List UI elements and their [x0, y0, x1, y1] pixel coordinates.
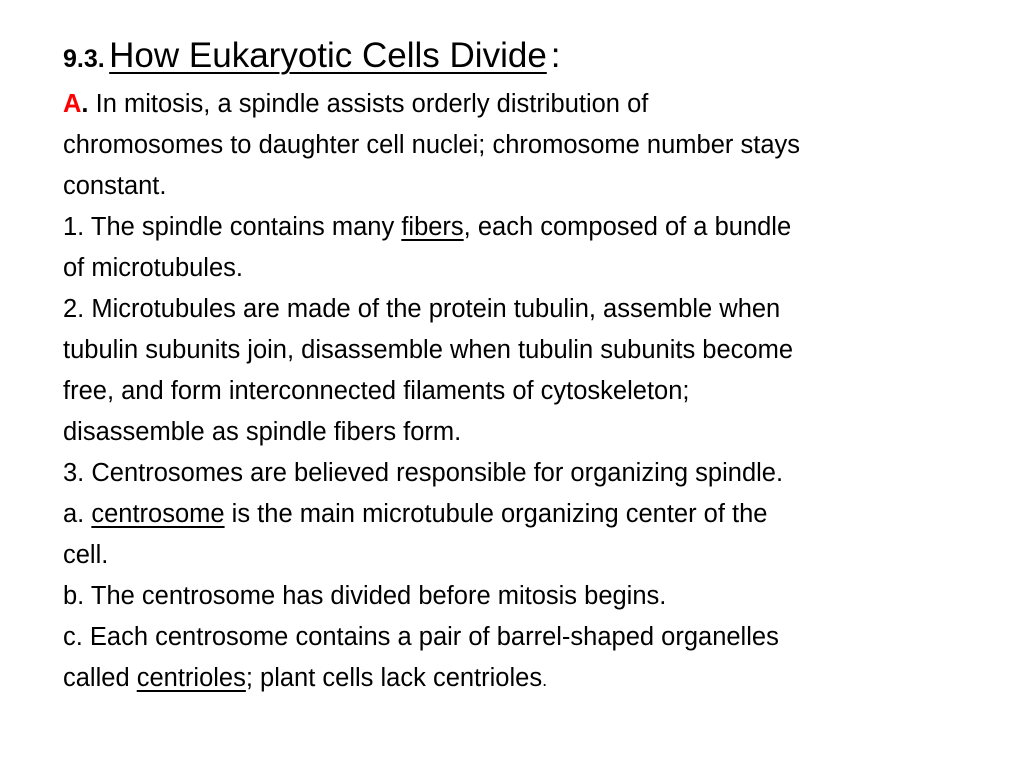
sub-a-prefix: a.	[63, 500, 92, 528]
point-a-line-1	[63, 84, 983, 125]
item-1-after: , each composed of a bundle	[463, 213, 792, 241]
point-a-period: .	[81, 90, 89, 118]
item-2-text-3: free, and form interconnected filaments of cytoskeleton;	[63, 377, 690, 405]
sub-c-period: .	[542, 670, 548, 690]
item-2-text-2: tubulin subunits join, disassemble when tubulin subunits become	[63, 336, 794, 364]
sub-a-text-2: cell.	[63, 541, 109, 569]
point-a-text-3: constant.	[63, 172, 167, 200]
item-1-before: 1. The spindle contains many	[63, 213, 402, 241]
item-2-line-1	[63, 289, 983, 330]
item-2-line-2	[63, 330, 983, 371]
term-centrosome: centrosome	[91, 500, 225, 528]
item-3-text-1: 3. Centrosomes are believed responsible for organizing spindle.	[63, 459, 784, 487]
sub-b-line-1	[63, 576, 983, 617]
point-a-line-3	[63, 166, 983, 207]
term-centrioles: centrioles	[136, 664, 246, 692]
title-colon: :	[550, 36, 561, 75]
point-a-text-1: In mitosis, a spindle assists orderly distribution of	[95, 90, 649, 118]
sub-c-after: ; plant cells lack centrioles	[245, 664, 543, 692]
slide-content	[63, 28, 983, 699]
sub-a-line-1	[63, 494, 983, 535]
section-number: 9.3.	[63, 45, 105, 73]
point-a-text-2: chromosomes to daughter cell nuclei; chromosome number stays	[63, 131, 800, 159]
item-1-line-1	[63, 207, 983, 248]
item-2-text-1: 2. Microtubules are made of the protein tubulin, assemble when	[63, 295, 781, 323]
sub-c-text-1: c. Each centrosome contains a pair of barrel-shaped organelles	[63, 623, 779, 651]
item-2-line-3	[63, 371, 983, 412]
slide-title: How Eukaryotic Cells Divide	[109, 36, 547, 75]
point-a-line-2	[63, 125, 983, 166]
item-1-text-2: of microtubules.	[63, 254, 243, 282]
point-a-letter: A	[63, 90, 82, 118]
item-3-line-1	[63, 453, 983, 494]
term-fibers: fibers	[401, 213, 464, 241]
sub-c-before: called	[63, 664, 137, 692]
sub-c-line-2	[63, 658, 983, 699]
sub-c-line-1	[63, 617, 983, 658]
item-2-line-4	[63, 412, 983, 453]
sub-a-after: is the main microtubule organizing center of the	[224, 500, 768, 528]
item-2-text-4: disassemble as spindle fibers form.	[63, 418, 462, 446]
item-1-line-2	[63, 248, 983, 289]
sub-b-text-1: b. The centrosome has divided before mitosis begins.	[63, 582, 667, 610]
slide-title-line	[63, 28, 983, 84]
sub-a-line-2	[63, 535, 983, 576]
